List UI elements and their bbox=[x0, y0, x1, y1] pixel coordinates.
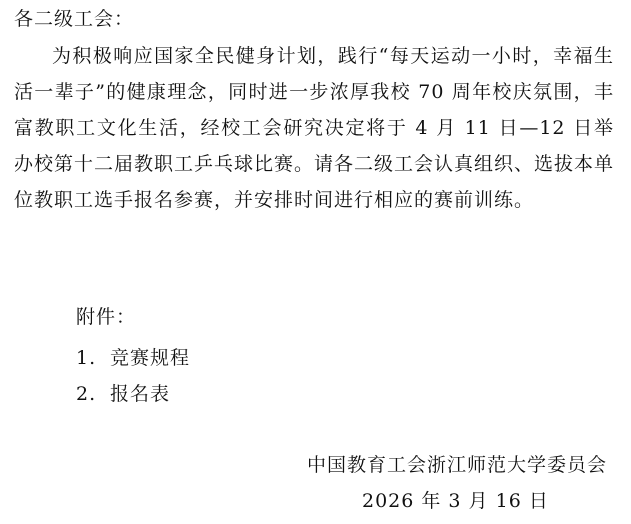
attachment-label: 竞赛规程 bbox=[110, 347, 191, 369]
attachment-number: 1. bbox=[76, 347, 97, 369]
salutation: 各二级工会： bbox=[14, 8, 135, 30]
attachments-list bbox=[76, 340, 190, 412]
attachment-item-rules bbox=[76, 340, 190, 376]
attachments-title: 附件： bbox=[76, 306, 137, 328]
attachment-item-registration-form bbox=[76, 376, 190, 412]
signature-organization: 中国教育工会浙江师范大学委员会 bbox=[306, 454, 607, 476]
signature-date: 2026 年 3 月 16 日 bbox=[362, 490, 549, 512]
notice-body: 为积极响应国家全民健身计划，践行“每天运动一小时，幸福生活一辈子”的健康理念，同时进一步浓厚我校 70 周年校庆氛围，丰富教职工文化生活，经校工会研究决定将于 4 月 11 日—12 日举办校第十二届教职工乒乓球比赛。请各二级工会认真组织、选拔本单位教职工选手报名参赛，并安排时间进行相应的赛前训练。 bbox=[14, 45, 615, 211]
attachment-number: 2. bbox=[76, 383, 97, 405]
attachment-label: 报名表 bbox=[110, 383, 171, 405]
